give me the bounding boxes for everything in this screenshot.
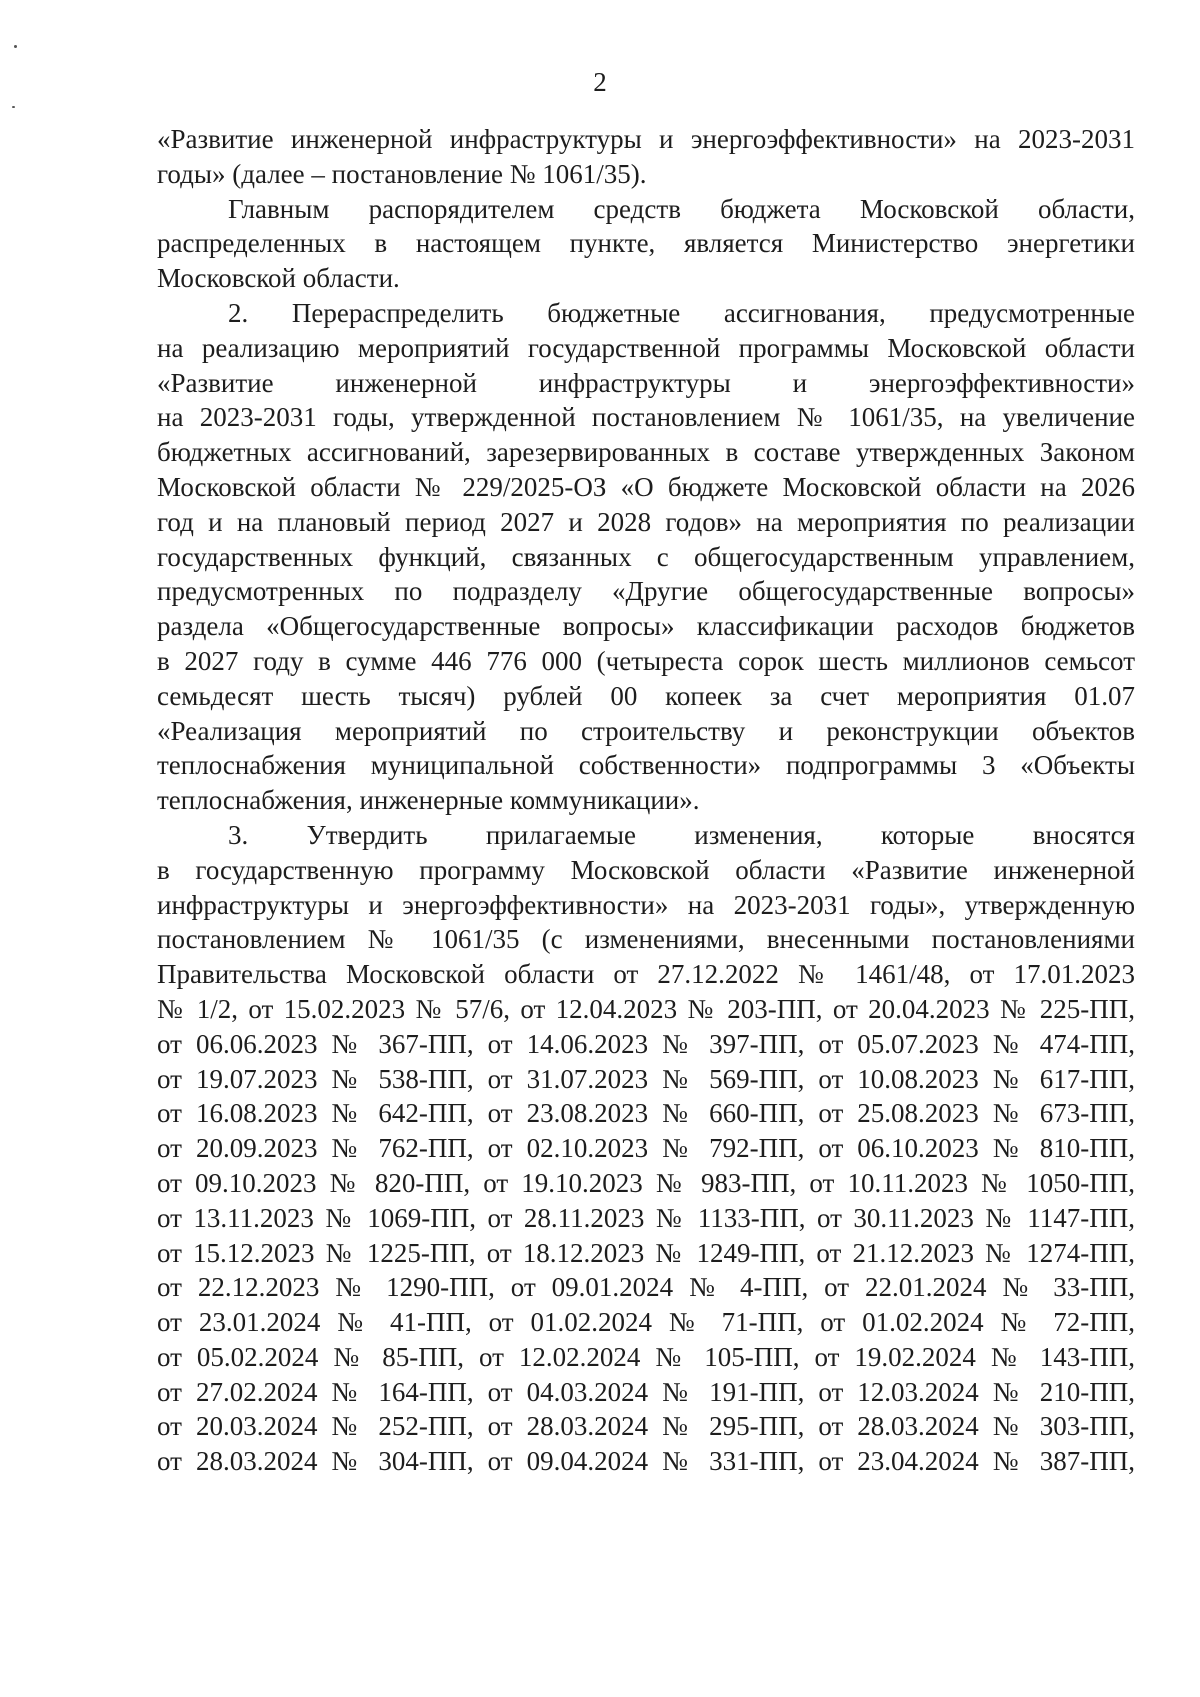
text-line: 2. Перераспределить бюджетные ассигнования, предусмотренные xyxy=(228,297,1135,328)
text-line: на реализацию мероприятий государственной программы Московской области xyxy=(157,332,1135,363)
text-line: государственных функций, связанных с общегосударственным управлением, xyxy=(157,541,1135,572)
text-line: Главным распорядителем средств бюджета Московской области, xyxy=(228,193,1135,224)
text-line: в 2027 году в сумме 446 776 000 (четыреста сорок шесть миллионов семьсот xyxy=(157,645,1135,676)
text-line: от 06.06.2023 № 367-ПП, от 14.06.2023 № 397-ПП, от 05.07.2023 № 474-ПП, xyxy=(157,1028,1135,1059)
text-line: раздела «Общегосударственные вопросы» классификации расходов бюджетов xyxy=(157,611,1135,642)
text-line: «Развитие инженерной инфраструктуры и энергоэффективности» xyxy=(157,367,1135,398)
text-line: от 23.01.2024 № 41-ПП, от 01.02.2024 № 71-ПП, от 01.02.2024 № 72-ПП, xyxy=(157,1307,1135,1338)
text-line: от 20.03.2024 № 252-ПП, от 28.03.2024 № 295-ПП, от 28.03.2024 № 303-ПП, xyxy=(157,1411,1135,1442)
text-line: № 1/2, от 15.02.2023 № 57/6, от 12.04.2023 № 203-ПП, от 20.04.2023 № 225-ПП, xyxy=(157,993,1135,1024)
scan-speck-lower xyxy=(12,106,15,108)
document-body xyxy=(157,122,1135,1479)
text-line: от 22.12.2023 № 1290-ПП, от 09.01.2024 № 4-ПП, от 22.01.2024 № 33-ПП, xyxy=(157,1272,1135,1303)
text-line: Московской области № 229/2025-ОЗ «О бюджете Московской области на 2026 xyxy=(157,471,1135,502)
text-line: в государственную программу Московской области «Развитие инженерной xyxy=(157,854,1135,885)
text-line: на 2023-2031 годы, утвержденной постановлением № 1061/35, на увеличение xyxy=(157,402,1135,433)
text-line: от 20.09.2023 № 762-ПП, от 02.10.2023 № 792-ПП, от 06.10.2023 № 810-ПП, xyxy=(157,1133,1135,1164)
text-line: от 13.11.2023 № 1069-ПП, от 28.11.2023 № 1133-ПП, от 30.11.2023 № 1147-ПП, xyxy=(157,1202,1135,1233)
text-line: от 15.12.2023 № 1225-ПП, от 18.12.2023 № 1249-ПП, от 21.12.2023 № 1274-ПП, xyxy=(157,1237,1135,1268)
text-line: инфраструктуры и энергоэффективности» на 2023-2031 годы», утвержденную xyxy=(157,889,1135,920)
scan-speck-top xyxy=(14,45,17,48)
text-line: годы» (далее – постановление № 1061/35). xyxy=(157,158,647,189)
text-line: от 19.07.2023 № 538-ПП, от 31.07.2023 № 569-ПП, от 10.08.2023 № 617-ПП, xyxy=(157,1063,1135,1094)
text-line: от 09.10.2023 № 820-ПП, от 19.10.2023 № 983-ПП, от 10.11.2023 № 1050-ПП, xyxy=(157,1167,1135,1198)
text-line: постановлением № 1061/35 (с изменениями, внесенными постановлениями xyxy=(157,924,1135,955)
text-line: семьдесят шесть тысяч) рублей 00 копеек за счет мероприятия 01.07 xyxy=(157,680,1135,711)
text-line: от 05.02.2024 № 85-ПП, от 12.02.2024 № 105-ПП, от 19.02.2024 № 143-ПП, xyxy=(157,1341,1135,1372)
text-line: предусмотренных по подразделу «Другие общегосударственные вопросы» xyxy=(157,576,1135,607)
text-line: «Развитие инженерной инфраструктуры и энергоэффективности» на 2023-2031 xyxy=(157,124,1135,154)
text-line: «Реализация мероприятий по строительству и реконструкции объектов xyxy=(157,715,1135,746)
text-line: теплоснабжения, инженерные коммуникации». xyxy=(157,785,700,816)
text-line: год и на плановый период 2027 и 2028 годов» на мероприятия по реализации xyxy=(157,506,1135,537)
text-line: бюджетных ассигнований, зарезервированных в составе утвержденных Законом xyxy=(157,437,1135,468)
text-line: от 27.02.2024 № 164-ПП, от 04.03.2024 № 191-ПП, от 12.03.2024 № 210-ПП, xyxy=(157,1376,1135,1407)
text-line: 3. Утвердить прилагаемые изменения, которые вносятся xyxy=(228,819,1135,850)
text-line: распределенных в настоящем пункте, является Министерство энергетики xyxy=(157,228,1135,259)
text-line: от 28.03.2024 № 304-ПП, от 09.04.2024 № 331-ПП, от 23.04.2024 № 387-ПП, xyxy=(157,1446,1135,1477)
text-line: Московской области. xyxy=(157,263,400,294)
text-line: Правительства Московской области от 27.12.2022 № 1461/48, от 17.01.2023 xyxy=(157,959,1135,990)
text-line: от 16.08.2023 № 642-ПП, от 23.08.2023 № 660-ПП, от 25.08.2023 № 673-ПП, xyxy=(157,1098,1135,1129)
page-number: 2 xyxy=(593,67,607,97)
text-line: теплоснабжения муниципальной собственности» подпрограммы 3 «Объекты xyxy=(157,750,1135,781)
